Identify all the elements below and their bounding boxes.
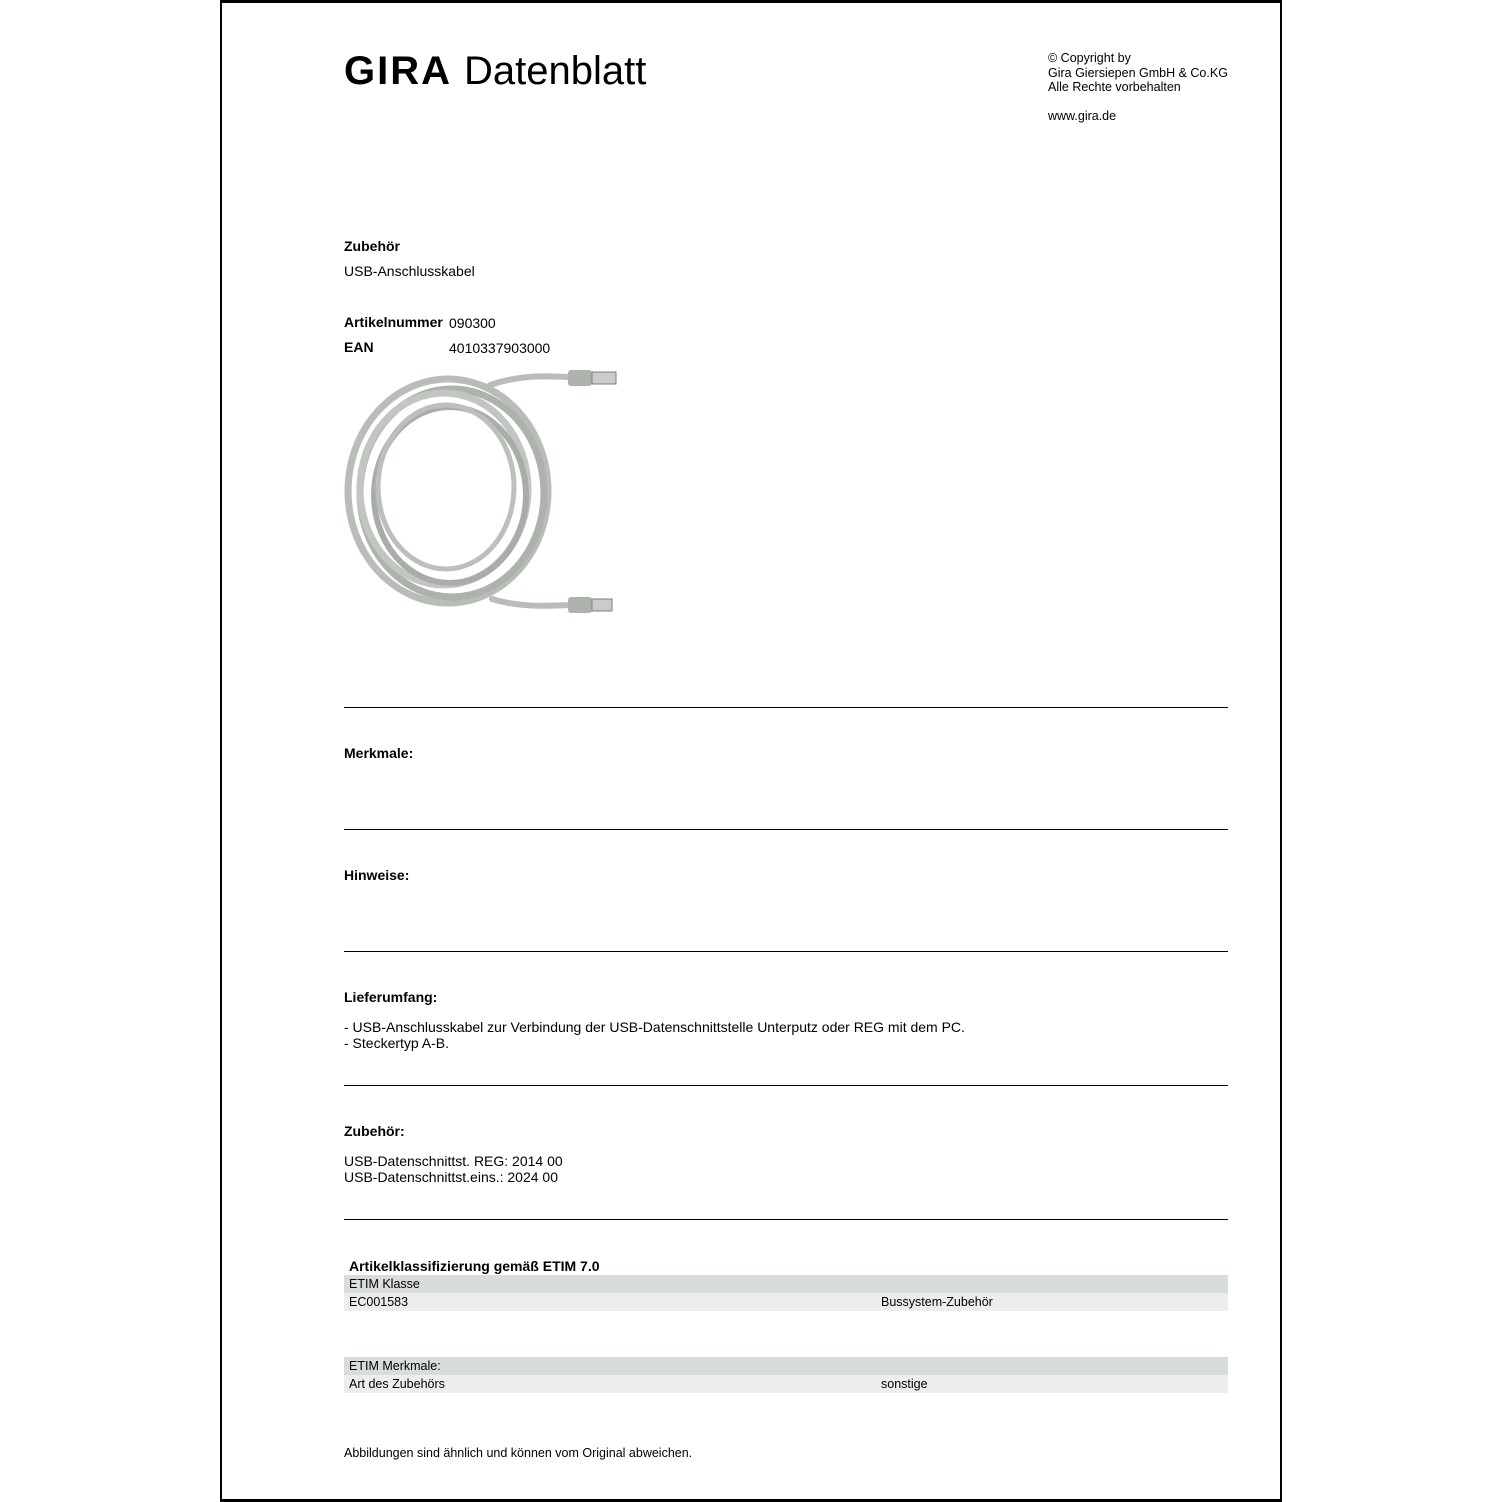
website-link[interactable]: www.gira.de	[1048, 108, 1117, 123]
copyright-line: Gira Giersiepen GmbH & Co.KG	[1048, 65, 1228, 80]
etim-title: Artikelklassifizierung gemäß ETIM 7.0	[349, 1258, 600, 1274]
gira-logo	[344, 49, 646, 93]
ean-label: EAN	[344, 339, 374, 355]
etim-features-table	[344, 1357, 1228, 1393]
lieferumfang-line: - Steckertyp A-B.	[344, 1035, 450, 1051]
datasheet-page	[220, 0, 1282, 1502]
hinweise-heading: Hinweise:	[344, 867, 410, 883]
etim-features-header: ETIM Merkmale:	[349, 1359, 441, 1373]
article-number-value: 090300	[449, 315, 496, 331]
brand-name: GIRA	[344, 49, 452, 93]
etim-feature-value: sonstige	[881, 1377, 928, 1391]
copyright-line: Alle Rechte vorbehalten	[1048, 80, 1181, 94]
table-row	[344, 1375, 1228, 1393]
divider	[344, 1219, 1228, 1220]
etim-class-name: Bussystem-Zubehör	[881, 1295, 993, 1309]
copyright-line: © Copyright by	[1048, 51, 1131, 65]
usb-cable-icon	[340, 363, 630, 619]
zubehoer-line: USB-Datenschnittst.eins.: 2024 00	[344, 1169, 559, 1185]
etim-class-code: EC001583	[349, 1295, 409, 1309]
product-name: USB-Anschlusskabel	[344, 263, 475, 279]
divider	[344, 951, 1228, 952]
document-title: Datenblatt	[464, 49, 647, 93]
table-row	[344, 1293, 1228, 1311]
lieferumfang-heading: Lieferumfang:	[344, 989, 438, 1005]
etim-class-header: ETIM Klasse	[349, 1277, 420, 1291]
table-row	[344, 1357, 1228, 1375]
divider	[344, 1085, 1228, 1086]
zubehoer-heading: Zubehör:	[344, 1123, 405, 1139]
etim-class-table	[344, 1257, 1228, 1311]
table-row	[344, 1275, 1228, 1293]
copyright-block	[1048, 51, 1228, 123]
article-number-label: Artikelnummer	[344, 314, 443, 330]
product-category: Zubehör	[344, 238, 400, 254]
divider	[344, 707, 1228, 708]
zubehoer-line: USB-Datenschnittst. REG: 2014 00	[344, 1153, 563, 1169]
etim-feature-name: Art des Zubehörs	[349, 1377, 445, 1391]
lieferumfang-line: - USB-Anschlusskabel zur Verbindung der USB-Datenschnittstelle Unterputz oder REG mit dem PC.	[344, 1019, 965, 1035]
footer-note: Abbildungen sind ähnlich und können vom Original abweichen.	[344, 1446, 693, 1460]
ean-value: 4010337903000	[449, 340, 551, 356]
merkmale-heading: Merkmale:	[344, 745, 414, 761]
divider	[344, 829, 1228, 830]
